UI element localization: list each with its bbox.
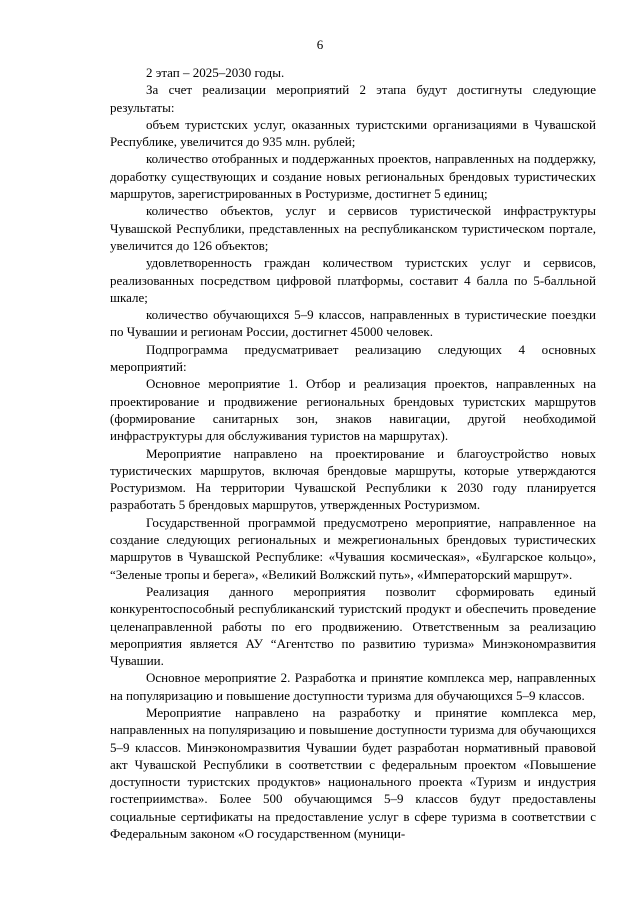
paragraph: Основное мероприятие 2. Разработка и принятие комплекса мер, направленных на популяризацию и повышение доступности туризма для обучающихся 5–9 классов. — [110, 670, 596, 703]
paragraph: Подпрограмма предусматривает реализацию следующих 4 основных мероприятий: — [110, 341, 596, 375]
document-body — [110, 64, 596, 842]
paragraph: 2 этап – 2025–2030 годы. — [146, 65, 285, 80]
paragraph: Мероприятие направлено на проектирование и благоустройство новых туристических маршрутов, включая брендовые маршруты, которые утверждаются Ростуризмом. На территории Чувашской Республики к 2030 году планируется разработать 5 брендовых маршрутов, утвержденных Ростуризмом. — [110, 445, 596, 513]
paragraph: количество обучающихся 5–9 классов, направленных в туристические поездки по Чувашии и регионам России, достигнет 45000 человек. — [110, 307, 596, 340]
paragraph: удовлетворенность граждан количеством туристских услуг и сервисов, реализованных посредством цифровой платформы, составит 4 балла по 5-балльной шкале; — [110, 255, 596, 305]
paragraph: Государственной программой предусмотрено мероприятие, направленное на создание следующих региональных и межрегиональных брендовых туристических маршрутов в Чувашской Республике: «Чувашия космическая», «Булгарское кольцо», “Зеленые тропы и берега», «Великий Волжский путь», «Императорский маршрут». — [110, 514, 596, 582]
paragraph: Основное мероприятие 1. Отбор и реализация проектов, направленных на проектирование и продвижение региональных брендовых туристских маршрутов (формирование санитарных зон, знаков навигации, другой необходимой инфраструктуры для обслуживания туристов на маршрутах). — [110, 376, 596, 444]
paragraph: количество объектов, услуг и сервисов туристической инфраструктуры Чувашской Республики, представленных на республиканском туристическом портале, увеличится до 126 объектов; — [110, 203, 596, 253]
paragraph: Реализация данного мероприятия позволит сформировать единый конкурентоспособный республиканский туристский продукт и обеспечить проведение целенаправленной работы по его продвижению. Ответственным за реализацию мероприятия является АУ “Агентство по развитию туризма» Минэкономразвития Чувашии. — [110, 583, 596, 669]
paragraph: За счет реализации мероприятий 2 этапа будут достигнуты следующие результаты: — [110, 82, 596, 115]
page-number: 6 — [316, 37, 324, 52]
paragraph: объем туристских услуг, оказанных туристскими организациями в Чувашской Республике, увеличится до 935 млн. рублей; — [110, 116, 596, 150]
paragraph: количество отобранных и поддержанных проектов, направленных на поддержку, доработку существующих и создание новых региональных брендовых туристических маршрутов, зарегистрированных в Ростуризме, достигнет 5 единиц; — [110, 151, 596, 202]
paragraph: Мероприятие направлено на разработку и принятие комплекса мер, направленных на популяризацию и повышение доступности туризма для обучающихся 5–9 классов. Минэкономразвития Чувашии будет разработан нормативный правовой акт Чувашской Республики в соответствии с федеральным проектом «Повышение доступности туристских продуктов» национального проекта «Туризм и индустрия гостеприимства». Более 500 обучающимся 5–9 классов будут предоставлены социальные сертификаты на предоставление услуг в сфере туризма в соответствии с Федеральным законом «О государственном (муници- — [110, 704, 596, 842]
